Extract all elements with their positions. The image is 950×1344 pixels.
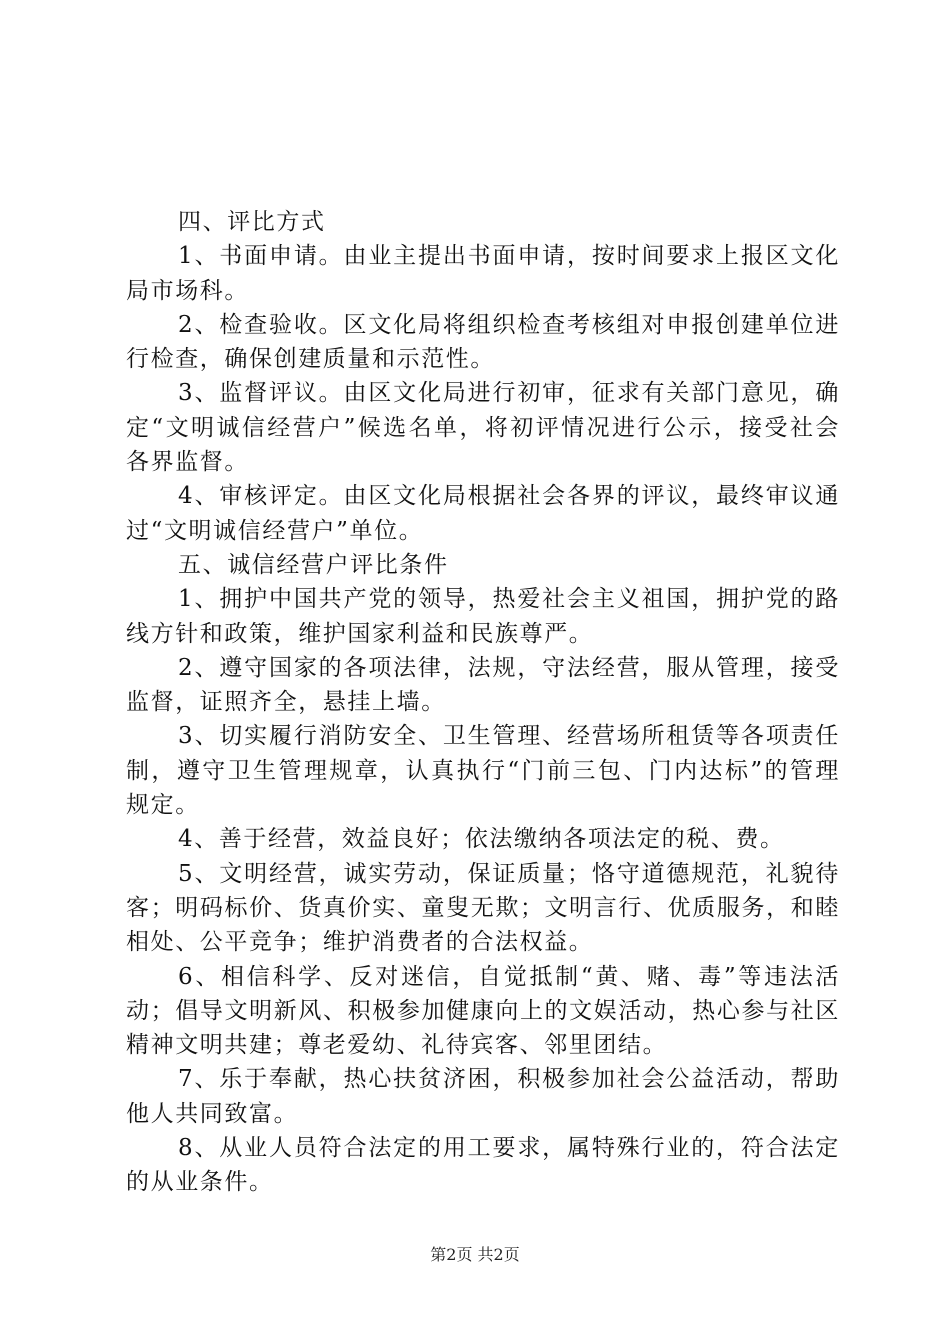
- paragraph-condition-5: 5、文明经营，诚实劳动，保证质量；恪守道德规范，礼貌待客；明码标价、货真价实、童叟无欺；文明言行、优质服务，和睦相处、公平竞争；维护消费者的合法权益。: [126, 860, 840, 956]
- paragraph-condition-8: 8、从业人员符合法定的用工要求，属特殊行业的，符合法定的从业条件。: [126, 1135, 840, 1196]
- paragraph-condition-4: 4、善于经营，效益良好；依法缴纳各项法定的税、费。: [178, 826, 785, 853]
- paragraph-condition-7: 7、乐于奉献，热心扶贫济困，积极参加社会公益活动，帮助他人共同致富。: [126, 1066, 840, 1127]
- paragraph-inspection-acceptance: 2、检查验收。区文化局将组织检查考核组对申报创建单位进行检查，确保创建质量和示范性。: [126, 311, 840, 373]
- paragraph-condition-3: 3、切实履行消防安全、卫生管理、经营场所租赁等各项责任制，遵守卫生管理规章，认真执行“门前三包、门内达标”的管理规定。: [126, 723, 840, 819]
- page-number-footer: 第2页 共2页: [430, 1245, 520, 1264]
- paragraph-written-application: 1、书面申请。由业主提出书面申请，按时间要求上报区文化局市场科。: [126, 243, 840, 304]
- section-heading-evaluation-conditions: 五、诚信经营户评比条件: [178, 551, 449, 578]
- paragraph-condition-1: 1、拥护中国共产党的领导，热爱社会主义祖国，拥护党的路线方针和政策，维护国家利益和民族尊严。: [126, 586, 840, 647]
- paragraph-condition-2: 2、遵守国家的各项法律，法规，守法经营，服从管理，接受监督，证照齐全，悬挂上墙。: [126, 654, 840, 716]
- section-heading-evaluation-method: 四、评比方式: [178, 209, 326, 235]
- paragraph-audit-assessment: 4、审核评定。由区文化局根据社会各界的评议，最终审议通过“文明诚信经营户”单位。: [126, 483, 840, 544]
- document-body: [126, 205, 840, 1200]
- paragraph-condition-6: 6、相信科学、反对迷信，自觉抵制“黄、赌、毒”等违法活动；倡导文明新风、积极参加健康向上的文娱活动，热心参与社区精神文明共建；尊老爱幼、礼待宾客、邻里团结。: [126, 963, 840, 1059]
- paragraph-supervision-review: 3、监督评议。由区文化局进行初审，征求有关部门意见，确定“文明诚信经营户”候选名单，将初评情况进行公示，接受社会各界监督。: [126, 380, 840, 476]
